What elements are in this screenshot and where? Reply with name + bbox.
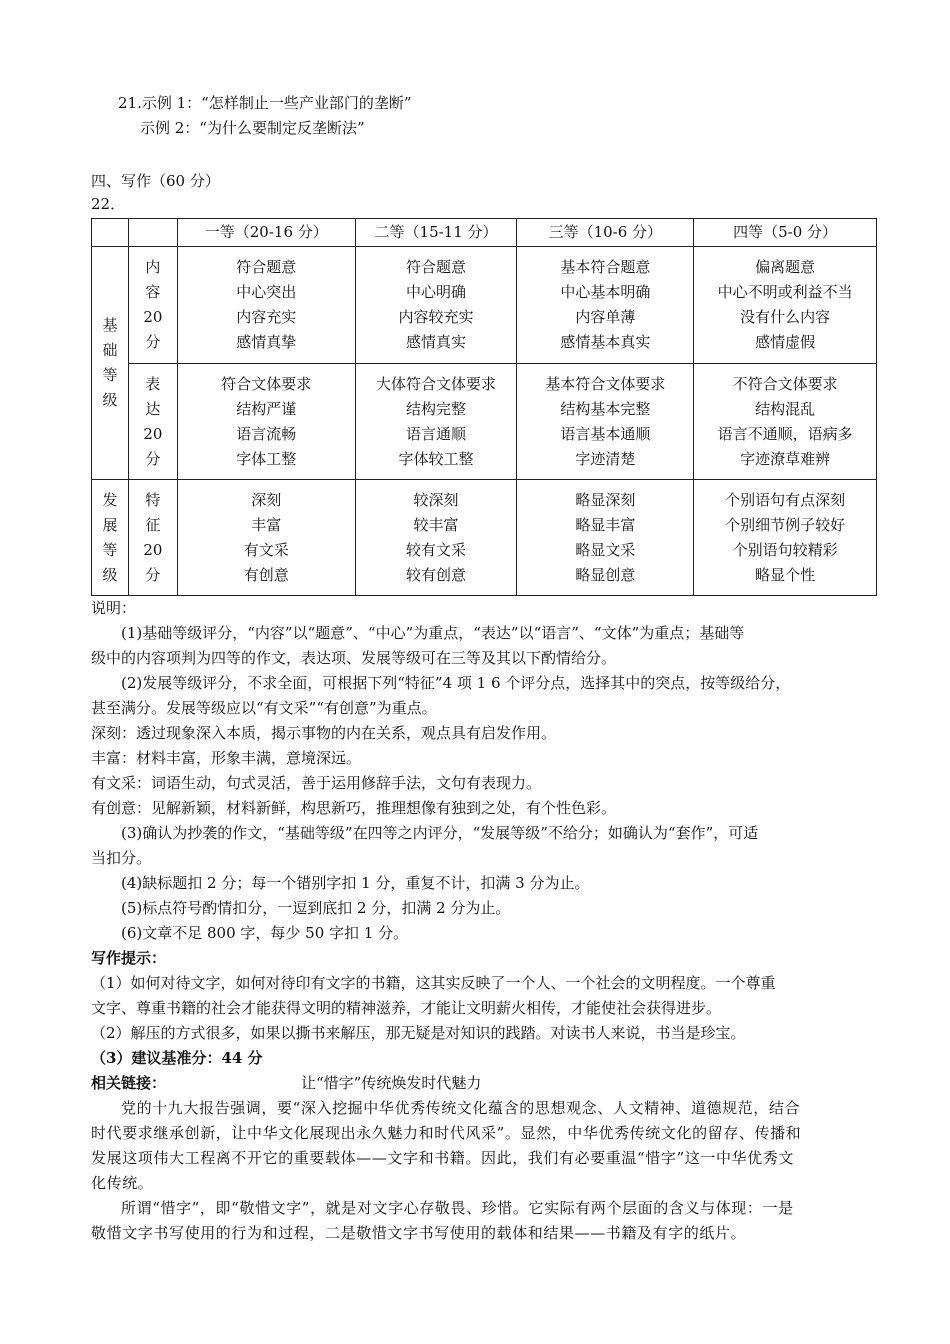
table-cell: 基本符合题意 中心基本明确 内容单薄 感情基本真实	[517, 247, 694, 364]
table-cell: 符合题意 中心突出 内容充实 感情真挚	[177, 247, 355, 364]
header-grade-3: 三等（10-6 分）	[517, 219, 694, 247]
grading-table	[91, 218, 877, 596]
table-cell: 不符合文体要求 结构混乱 语言不通顺，语病多 字迹潦草难辨	[694, 364, 877, 480]
link-para-1-line-4: 化传统。	[91, 1174, 154, 1192]
link-para-1-line-3: 发展这项伟大工程离不开它的重要载体——文字和书籍。因此，我们有必要重温“惜字”这一中华优秀文	[91, 1149, 794, 1167]
features-label: 特 征 20 分	[128, 480, 177, 596]
table-header-row	[92, 219, 877, 247]
expression-label: 表 达 20 分	[128, 364, 177, 480]
table-row-features	[92, 480, 877, 596]
q21-example-2: 示例 2：“为什么要制定反垄断法”	[140, 119, 365, 137]
development-level-label: 发 展 等 级	[92, 480, 129, 596]
header-blank	[128, 219, 177, 247]
table-row-expression	[92, 364, 877, 480]
note-literary: 有文采：词语生动，句式灵活，善于运用修辞手法，文句有表现力。	[91, 774, 542, 792]
table-cell: 深刻 丰富 有文采 有创意	[177, 480, 355, 596]
note-3-line-1: (3)确认为抄袭的作文，“基础等级”在四等之内评分，“发展等级”不给分；如确认为“套作”，可适	[121, 824, 759, 842]
note-1-line-1: (1)基础等级评分，“内容”以“题意”、“中心”为重点，“表达”以“语言”、“文体”为重点；基础等	[121, 624, 745, 642]
note-2-line-1: (2)发展等级评分，不求全面，可根据下列“特征”4 项 1 6 个评分点，选择其中的突点，按等级给分，	[121, 674, 791, 692]
header-grade-4: 四等（5-0 分）	[694, 219, 877, 247]
note-6: (6)文章不足 800 字，每少 50 字扣 1 分。	[121, 924, 409, 942]
note-4: (4)缺标题扣 2 分；每一个错别字扣 1 分，重复不计，扣满 3 分为止。	[121, 874, 590, 892]
related-link-label: 相关链接：	[91, 1074, 167, 1092]
note-rich: 丰富：材料丰富，形象丰满，意境深远。	[91, 749, 362, 767]
header-grade-2: 二等（15-11 分）	[355, 219, 517, 247]
header-grade-1: 一等（20-16 分）	[177, 219, 355, 247]
tip-2: （2）解压的方式很多，如果以撕书来解压，那无疑是对知识的践踏。对读书人来说，书当是珍宝。	[91, 1024, 746, 1042]
notes-title: 说明：	[91, 599, 137, 617]
table-cell: 略显深刻 略显丰富 略显文采 略显创意	[517, 480, 694, 596]
table-cell: 较深刻 较丰富 较有文采 较有创意	[355, 480, 517, 596]
note-3-line-2: 当扣分。	[91, 849, 152, 867]
table-cell: 符合文体要求 结构严谨 语言流畅 字体工整	[177, 364, 355, 480]
table-cell: 基本符合文体要求 结构基本完整 语言基本通顺 字迹清楚	[517, 364, 694, 480]
note-5: (5)标点符号酌情扣分，一逗到底扣 2 分，扣满 2 分为止。	[121, 899, 511, 917]
tip-3-base-score: （3）建议基准分：44 分	[91, 1049, 263, 1067]
link-para-1-line-1: 党的十九大报告强调，要“深入挖掘中华优秀传统文化蕴含的思想观念、人文精神、道德规范，结合	[121, 1099, 801, 1117]
note-creative: 有创意：见解新颖，材料新鲜，构思新巧，推理想像有独到之处，有个性色彩。	[91, 799, 617, 817]
link-para-2-line-1: 所谓“惜字”，即“敬惜文字”，就是对文字心存敬畏、珍惜。它实际有两个层面的含义与体现：一是	[121, 1199, 794, 1217]
table-cell: 个别语句有点深刻 个别细节例子较好 个别语句较精彩 略显个性	[694, 480, 877, 596]
basic-level-label: 基 础 等 级	[92, 247, 129, 480]
table-cell: 大体符合文体要求 结构完整 语言通顺 字体较工整	[355, 364, 517, 480]
link-para-2-line-2: 敬惜文字书写使用的行为和过程，二是敬惜文字书写使用的载体和结果——书籍及有字的纸片。	[91, 1224, 747, 1242]
table-row-content	[92, 247, 877, 364]
table-cell: 符合题意 中心明确 内容较充实 感情真实	[355, 247, 517, 364]
tip-1-line-2: 文字、尊重书籍的社会才能获得文明的精神滋养，才能让文明薪火相传，才能使社会获得进步。	[91, 999, 722, 1017]
header-blank	[92, 219, 129, 247]
q21-example-1: 21.示例 1：“怎样制止一些产业部门的垄断”	[118, 94, 412, 112]
section-title: 四、写作（60 分）	[91, 172, 220, 190]
tip-1-line-1: （1）如何对待文字，如何对待印有文字的书籍，这其实反映了一个人、一个社会的文明程度。一个尊重	[91, 974, 776, 992]
table-cell: 偏离题意 中心不明或利益不当 没有什么内容 感情虚假	[694, 247, 877, 364]
note-2-line-2: 甚至满分。发展等级应以“有文采”“有创意”为重点。	[91, 699, 437, 717]
link-para-1-line-2: 时代要求继承创新，让中华文化展现出永久魅力和时代风采”。显然，中华优秀传统文化的留存、传播和	[91, 1124, 802, 1142]
note-1-line-2: 级中的内容项判为四等的作文，表达项、发展等级可在三等及其以下酌情给分。	[91, 649, 617, 667]
question-number: 22．	[91, 195, 126, 213]
related-link-title: 让“惜字”传统焕发时代魅力	[301, 1074, 482, 1092]
tips-title: 写作提示：	[91, 949, 167, 967]
content-label: 内 容 20 分	[128, 247, 177, 364]
note-deep: 深刻：透过现象深入本质，揭示事物的内在关系，观点具有启发作用。	[91, 724, 557, 742]
